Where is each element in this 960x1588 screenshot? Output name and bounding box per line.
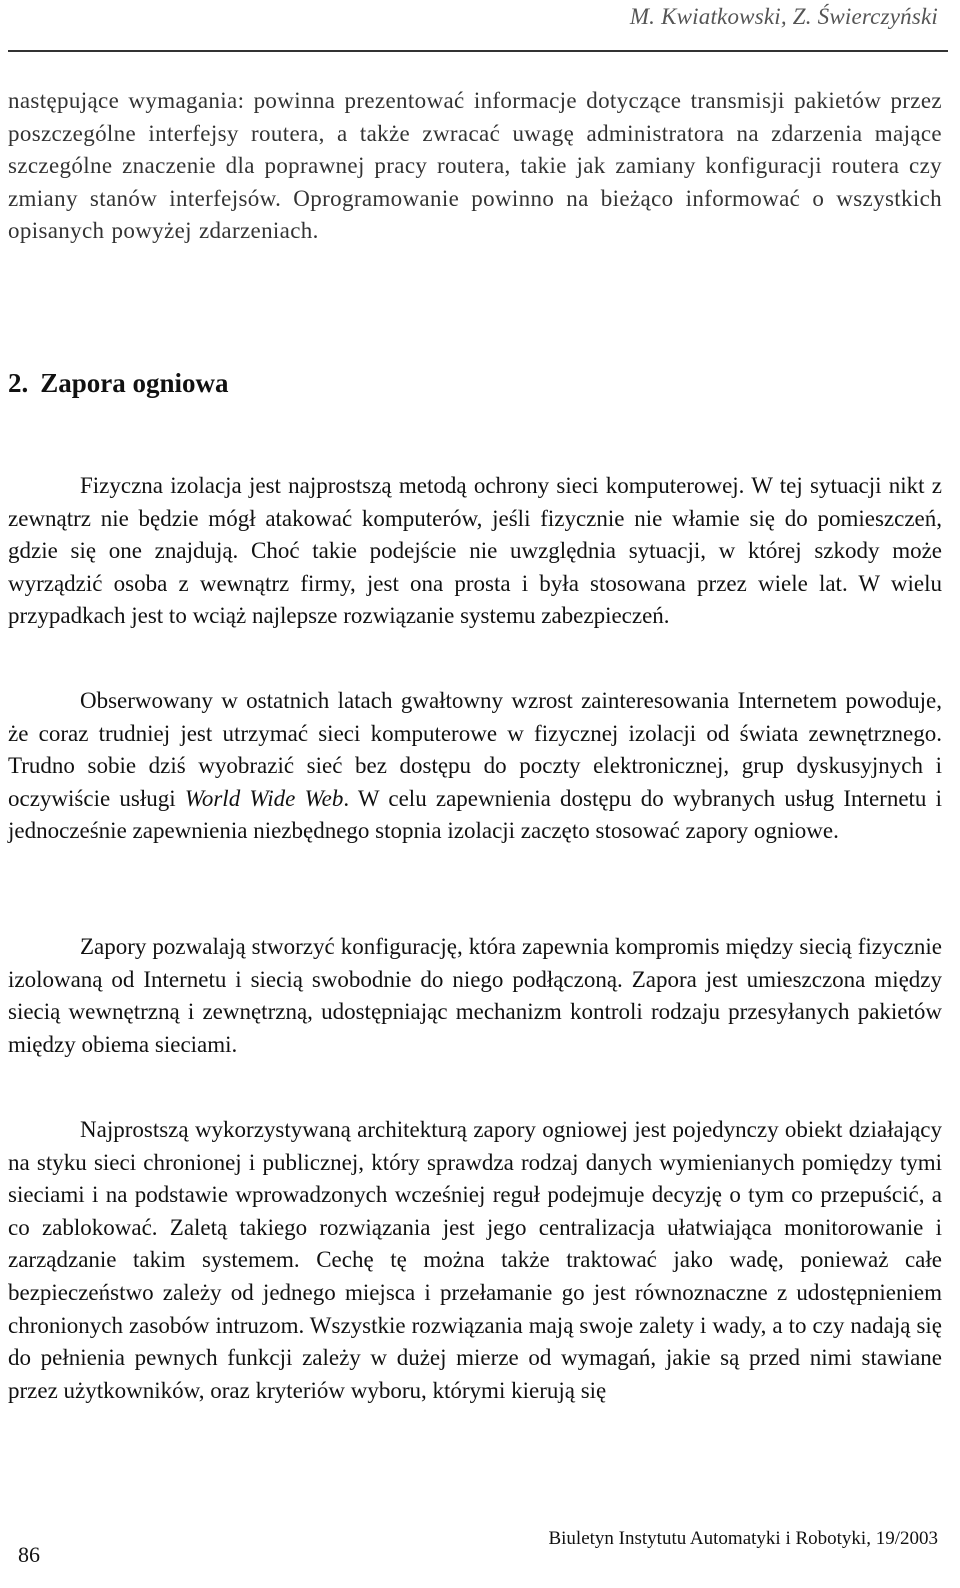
paragraph-text-before: Obserwowany w ostatnich latach gwałtowny wzrost zainteresowania Internetem powoduje, że coraz trudniej jest utrzymać sieci komputerowe w fizycznej izolacji od świata zewnętrznego. Trudno sobie dziś wyobrazić sieć bez dostępu do poczty elektronicznej, grup dyskusyjnych i oczywiście usługi xyxy=(8,688,942,811)
paragraph-firewall-architecture: Najprostszą wykorzystywaną architekturą zapory ogniowej jest pojedynczy obiekt działający na styku sieci chronionej i publicznej, który sprawdza rodzaj danych wymienianych pomiędzy tymi sieciami i na podstawie wprowadzonych wcześniej reguł podejmuje decyzję o tym co przepuścić, a co zablokować. Zaletą takiego rozwiązania jest jego centralizacja ułatwiająca monitorowanie i zarządzanie takim systemem. Cechę tę można także traktować jako wadę, ponieważ całe bezpieczeństwo zależy od jednego miejsca i przełamanie go jest równoznaczne z udostępnieniem chronionych zasobów intruzom. Wszystkie rozwiązania mają swoje zalety i wady, a to czy nadają się do pełnienia pewnych funkcji zależy w dużej mierze od wymagań, jakie są przed nimi stawiane przez użytkowników, oraz kryteriów wyboru, którymi kierują się xyxy=(8,1117,942,1403)
section-title: Zapora ogniowa xyxy=(40,368,229,398)
emphasis-www: World Wide Web xyxy=(184,785,344,811)
paragraph-internet-growth xyxy=(8,685,942,848)
paragraph-intro: następujące wymagania: powinna prezentować informacje dotyczące transmisji pakietów przez poszczególne interfejsy routera, a także zwracać uwagę administratora na zdarzenia mające szczególne znaczenie dla poprawnej pracy routera, takie jak zamiany konfiguracji routera czy zmiany stanów interfejsów. Oprogramowanie powinno na bieżąco informować o wszystkich opisanych powyżej zdarzeniach. xyxy=(8,88,942,244)
page-number: 86 xyxy=(18,1542,40,1567)
header-rule xyxy=(8,50,948,52)
paragraph-text-after: . W celu zapewnienia dostępu do wybranych usług Internetu i jednocześnie zapewnienia niezbędnego stopnia izolacji zaczęto stosować zapory ogniowe. xyxy=(8,785,943,844)
paragraph-physical-isolation: Fizyczna izolacja jest najprostszą metodą ochrony sieci komputerowej. W tej sytuacji nikt z zewnątrz nie będzie mógł atakować komputerów, jeśli fizycznie nie włamie się do pomieszczeń, gdzie się one znajdują. Choć takie podejście nie uwzględnia sytuacji, w której szkody może wyrządzić osoba z wewnątrz firmy, jest ona prosta i była stosowana przez wiele lat. W wielu przypadkach jest to wciąż najlepsze rozwiązanie systemu zabezpieczeń. xyxy=(8,473,942,629)
running-header: M. Kwiatkowski, Z. Świerczyński xyxy=(629,4,938,29)
section-number: 2. xyxy=(8,368,29,398)
page-footer xyxy=(8,1528,938,1578)
section-heading xyxy=(8,368,229,399)
paragraph-firewall-compromise: Zapory pozwalają stworzyć konfigurację, która zapewnia kompromis między siecią fizycznie izolowaną od Internetu i siecią swobodnie do niego podłączoną. Zapora jest umieszczona między siecią wewnętrzną i zewnętrzną, udostępniając mechanizm kontroli rodzaju przesyłanych pakietów między obiema sieciami. xyxy=(8,934,942,1057)
journal-citation: Biuletyn Instytutu Automatyki i Robotyki, 19/2003 xyxy=(548,1528,938,1549)
